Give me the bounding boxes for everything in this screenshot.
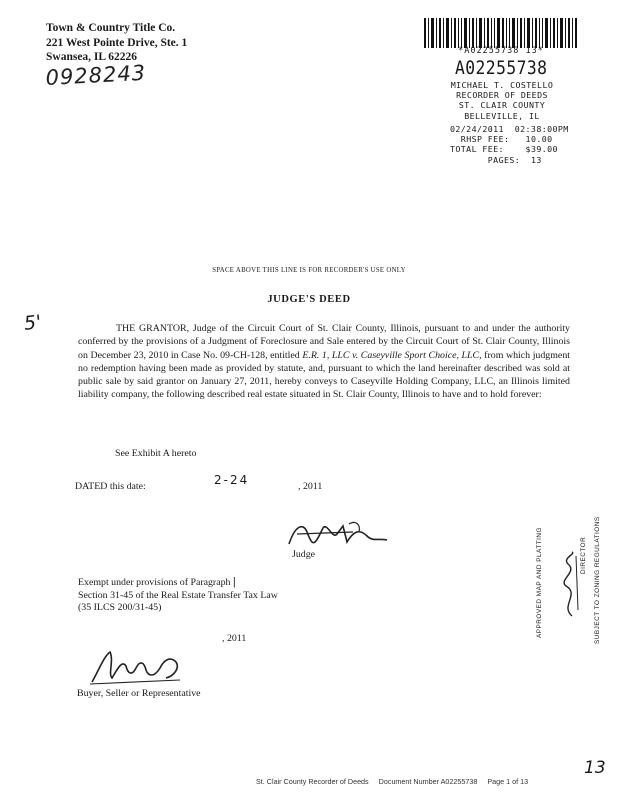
footer-page: Page 1 of 13 bbox=[487, 777, 529, 786]
return-address-line2: 221 West Pointe Drive, Ste. 1 bbox=[46, 36, 188, 49]
buyer-label: Buyer, Seller or Representative bbox=[77, 688, 201, 699]
grantor-text-a: , Judge of the Circuit Court of St. Clair County, Illinois, pursuant to and under the authority conferred by the provisions of a Judgment of Foreclosure and Sale entered by the Circuit Court of St. Clair County, Illinois on December 23, 2010 in Case No. 09-CH-128, entitled bbox=[78, 323, 570, 361]
handwritten-margin-mark: 5' bbox=[22, 311, 43, 335]
exempt-line1 bbox=[78, 575, 278, 590]
recorder-info bbox=[440, 80, 564, 121]
grantor-paragraph bbox=[78, 322, 570, 402]
total-fee-row bbox=[450, 144, 569, 154]
deed-title: JUDGE'S DEED bbox=[267, 294, 351, 305]
grantor-text-b: , from which judgment no redemption having been made as provided by statute, and, pursuant to which the land hereinafter described was sold at public sale by said grantor on January 27, 2011, hereby conveys to Caseyville Holding Company, LLC, an Illinois limited liability company, the following described real estate situated in St. Clair County, Illinois to have and to hold forever: bbox=[78, 349, 570, 401]
zoning-approval-stamp bbox=[514, 516, 614, 660]
dated-handwritten: 2-24 bbox=[214, 473, 250, 487]
recording-fees bbox=[450, 124, 569, 165]
total-fee-label: TOTAL FEE: bbox=[450, 144, 504, 155]
handwritten-paragraph-mark: | bbox=[232, 574, 236, 588]
exempt-line1-text: Exempt under provisions of Paragraph bbox=[78, 577, 231, 588]
pages-label: PAGES: bbox=[487, 154, 521, 165]
judge-label: Judge bbox=[292, 549, 316, 560]
zoning-stamp-line1: APPROVED MAP AND PLATTING bbox=[536, 527, 543, 638]
exempt-line2: Section 31-45 of the Real Estate Transfer Tax Law bbox=[78, 589, 278, 601]
recording-time: 02:38:00PM bbox=[514, 124, 569, 134]
total-fee-value: $39.00 bbox=[525, 144, 558, 155]
buyer-signature bbox=[88, 646, 188, 688]
rhsp-fee-row bbox=[450, 134, 569, 144]
tax-exemption bbox=[78, 575, 278, 615]
grantor-lead: THE GRANTOR bbox=[116, 323, 187, 334]
barcode-text: *A02255738 13* bbox=[458, 46, 544, 56]
barcode-image bbox=[424, 18, 577, 48]
footer-recorder: St. Clair County Recorder of Deeds bbox=[256, 777, 369, 786]
recording-date: 02/24/2011 bbox=[450, 124, 504, 134]
dated-year: , 2011 bbox=[298, 481, 323, 492]
handwritten-order-number: 0928243 bbox=[45, 60, 147, 90]
pages-row bbox=[450, 155, 569, 165]
dated-label: DATED this date: bbox=[75, 481, 146, 492]
pages-value: 13 bbox=[530, 154, 542, 165]
return-address-line3: Swansea, IL 62226 bbox=[46, 51, 138, 63]
return-address bbox=[46, 21, 187, 65]
handwritten-page-mark: 13 bbox=[584, 758, 606, 778]
recorder-name: MICHAEL T. COSTELLO bbox=[450, 80, 554, 90]
exhibit-reference: See Exhibit A hereto bbox=[115, 448, 197, 459]
judge-signature bbox=[283, 518, 393, 552]
document-number: A02255738 bbox=[455, 57, 548, 79]
zoning-stamp-line2: DIRECTOR bbox=[580, 536, 587, 574]
exempt-year: , 2011 bbox=[222, 633, 247, 644]
case-title: E.R. 1, LLC v. Caseyville Sport Choice, LLC bbox=[302, 349, 480, 361]
recorder-use-notice: SPACE ABOVE THIS LINE IS FOR RECORDER'S USE ONLY bbox=[212, 267, 406, 274]
rhsp-fee-label: RHSP FEE: bbox=[460, 134, 510, 145]
zoning-stamp-line3: SUBJECT TO ZONING REGULATIONS bbox=[594, 516, 601, 644]
return-address-line1: Town & Country Title Co. bbox=[46, 22, 176, 34]
rhsp-fee-value: 10.00 bbox=[525, 134, 553, 145]
page-footer bbox=[256, 777, 528, 786]
recording-datetime bbox=[450, 124, 569, 134]
recorder-city: BELLEVILLE, IL bbox=[464, 110, 540, 121]
recorder-title: RECORDER OF DEEDS bbox=[456, 90, 548, 101]
exempt-line3: (35 ILCS 200/31-45) bbox=[78, 602, 162, 614]
footer-document: Document Number A02255738 bbox=[378, 777, 478, 786]
recorder-county: ST. CLAIR COUNTY bbox=[458, 100, 546, 111]
